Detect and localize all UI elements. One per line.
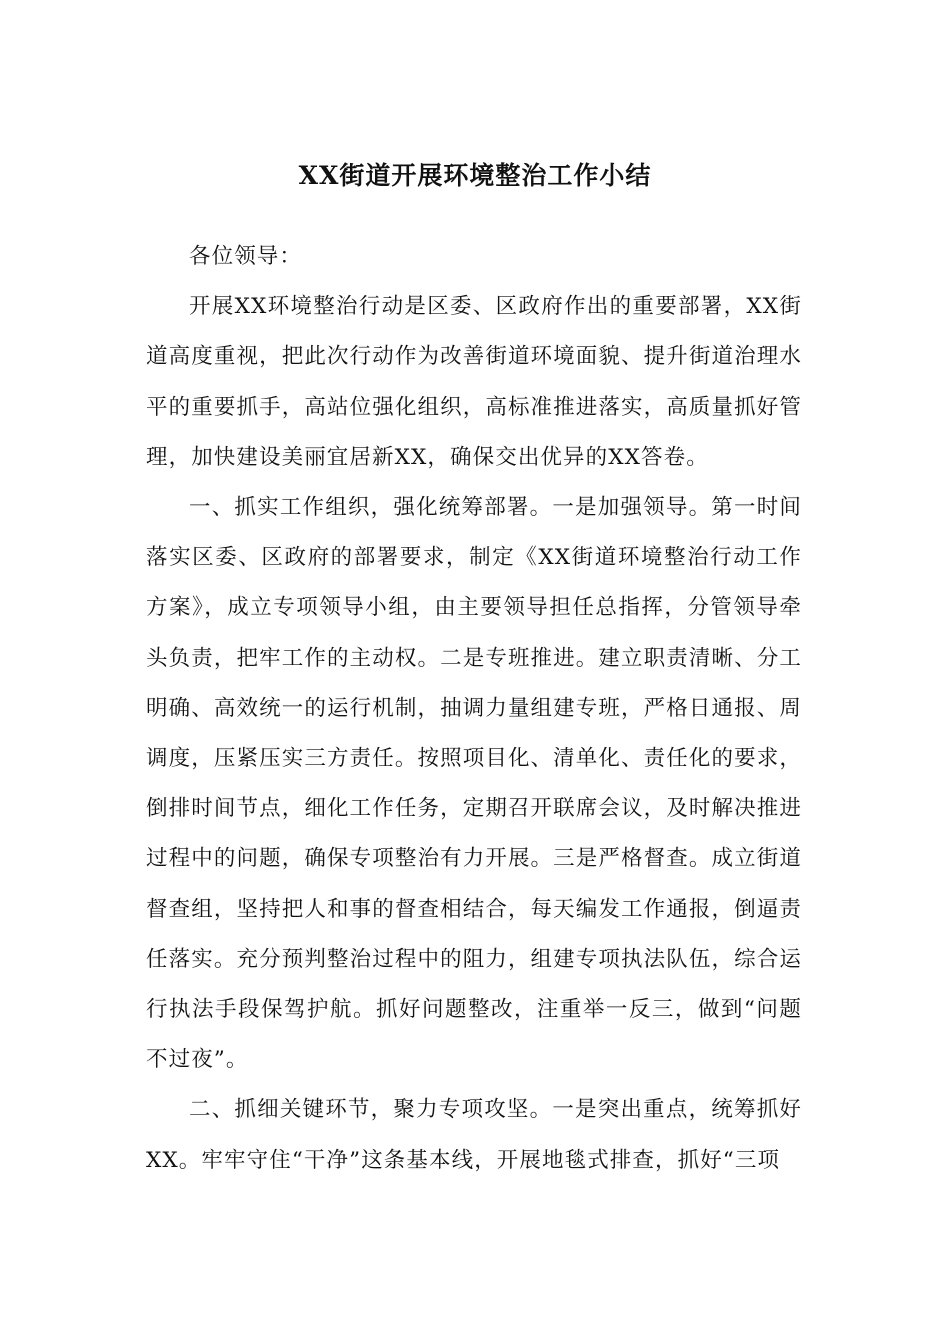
document-title: XX街道开展环境整治工作小结 [298,161,652,190]
paragraph-section-one: 一、抓实工作组织，强化统筹部署。一是加强领导。第一时间落实区委、区政府的部署要求，制定《XX街道环境整治行动工作方案》，成立专项领导小组，由主要领导担任总指挥，分管领导牵头负责，把牢工作的主动权。二是专班推进。建立职责清晰、分工明确、高效统一的运行机制，抽调力量组建专班，严格日通报、周调度，压紧压实三方责任。按照项目化、清单化、责任化的要求，倒排时间节点，细化工作任务，定期召开联席会议，及时解决推进过程中的问题，确保专项整治有力开展。三是严格督查。成立街道督查组，坚持把人和事的督查相结合，每天编发工作通报，倒逼责任落实。充分预判整治过程中的阻力，组建专项执法队伍，综合运行执法手段保驾护航。抓好问题整改，注重举一反三，做到“问题不过夜”。 [146,495,802,1073]
document-body [146,232,802,1186]
paragraph-section-two: 二、抓细关键环节，聚力专项攻坚。一是突出重点，统筹抓好XX。牢牢守住“干净”这条基本线，开展地毯式排查，抓好“三项 [146,1097,802,1173]
paragraph-intro: 开展XX环境整治行动是区委、区政府作出的重要部署，XX街道高度重视，把此次行动作为改善街道环境面貌、提升街道治理水平的重要抓手，高站位强化组织，高标准推进落实，高质量抓好管理，加快建设美丽宜居新XX，确保交出优异的XX答卷。 [146,294,802,470]
salutation: 各位领导： [189,244,303,269]
